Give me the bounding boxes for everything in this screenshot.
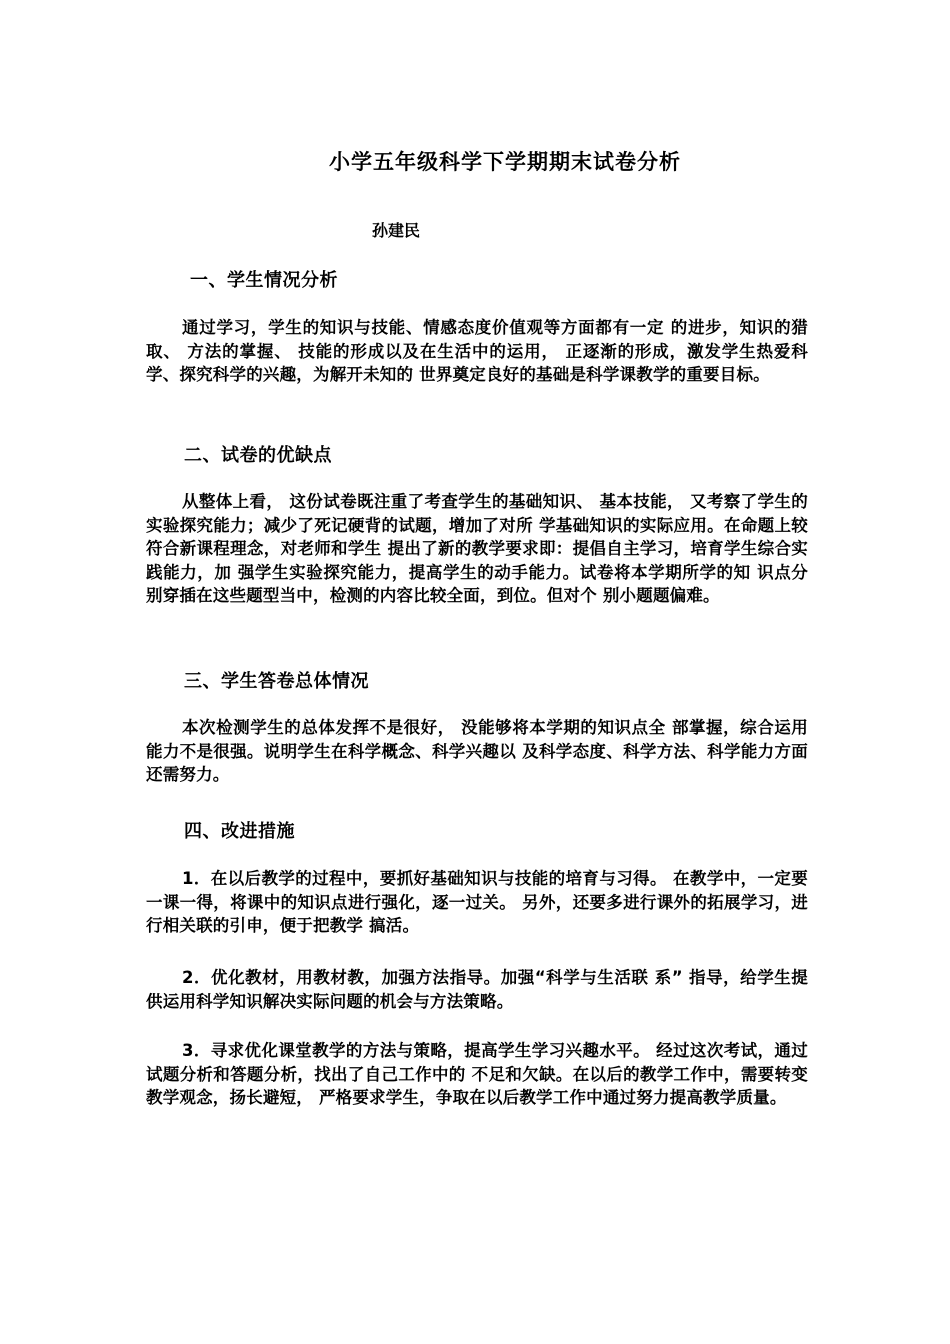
section-1-paragraph: 通过学习，学生的知识与技能、情感态度价值观等方面都有一定 的进步，知识的猎取、 方法的掌握、 技能的形成以及在生活中的运用， 正逐渐的形成，激发学生热爱科学、探究科学的兴趣，为解开未知的 世界奠定良好的基础是科学课教学的重要目标。 bbox=[146, 318, 808, 384]
section-heading-3: 三、学生答卷总体情况 bbox=[184, 671, 369, 692]
section-4-paragraph-2: 2．优化教材，用教材教，加强方法指导。加强“科学与生活联 系” 指导，给学生提供运用科学知识解决实际问题的机会与方法策略。 bbox=[146, 968, 808, 1011]
author-name: 孙建民 bbox=[372, 221, 421, 240]
section-2-paragraph: 从整体上看， 这份试卷既注重了考查学生的基础知识、 基本技能， 又考察了学生的实验探究能力；减少了死记硬背的试题，增加了对所 学基础知识的实际应用。在命题上较符合新课程理念，对老师和学生 提出了新的教学要求即：提倡自主学习，培育学生综合实践能力，加 强学生实验探究能力，提高学生的动手能力。试卷将本学期所学的知 识点分别穿插在这些题型当中，检测的内容比较全面，到位。但对个 别小题题偏难。 bbox=[146, 492, 808, 605]
section-heading-1: 一、学生情况分析 bbox=[190, 270, 338, 291]
section-4-paragraph-3: 3．寻求优化课堂教学的方法与策略，提高学生学习兴趣水平。 经过这次考试，通过试题分析和答题分析，找出了自己工作中的 不足和欠缺。在以后的教学工作中，需要转变教学观念，扬长避短， 严格要求学生，争取在以后教学工作中通过努力提高教学质量。 bbox=[146, 1041, 808, 1107]
document-title: 小学五年级科学下学期期末试卷分析 bbox=[329, 150, 681, 174]
section-heading-4: 四、改进措施 bbox=[184, 821, 295, 842]
section-heading-2: 二、试卷的优缺点 bbox=[184, 445, 332, 466]
section-4-paragraph-1: 1．在以后教学的过程中，要抓好基础知识与技能的培育与习得。 在教学中，一定要一课一得，将课中的知识点进行强化，逐一过关。 另外，还要多进行课外的拓展学习，进行相关联的引申，便于把教学 搞活。 bbox=[146, 869, 808, 935]
section-3-paragraph: 本次检测学生的总体发挥不是很好， 没能够将本学期的知识点全 部掌握，综合运用能力不是很强。说明学生在科学概念、科学兴趣以 及科学态度、科学方法、科学能力方面还需努力。 bbox=[146, 718, 808, 784]
